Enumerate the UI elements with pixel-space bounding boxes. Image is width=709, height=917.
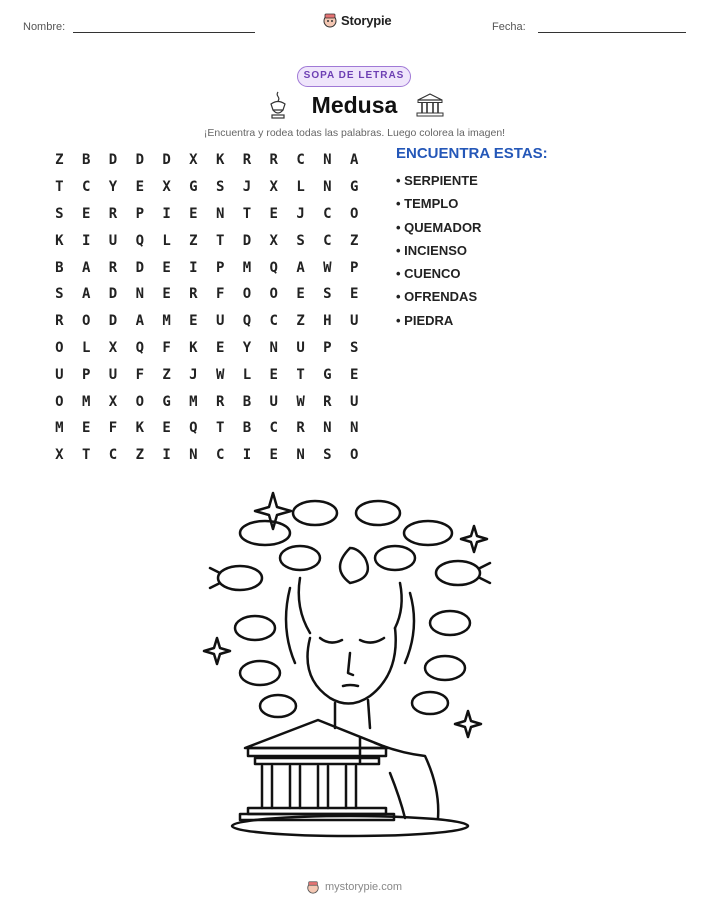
grid-row [46, 201, 368, 228]
grid-letter[interactable]: O [349, 205, 359, 222]
grid-letter[interactable]: C [323, 205, 332, 222]
grid-letter[interactable]: U [108, 366, 118, 383]
grid-letter[interactable]: G [349, 179, 359, 196]
grid-letter[interactable]: K [189, 339, 198, 356]
grid-letter[interactable]: X [269, 179, 278, 196]
letter-grid[interactable] [46, 147, 368, 469]
grid-letter[interactable]: G [162, 393, 171, 410]
grid-letter[interactable]: T [81, 447, 91, 464]
grid-letter[interactable]: K [135, 420, 144, 437]
grid-letter[interactable]: B [242, 420, 252, 437]
grid-letter[interactable]: T [215, 420, 225, 437]
grid-letter[interactable]: E [349, 286, 359, 303]
footer [306, 880, 402, 894]
grid-letter[interactable]: P [323, 339, 332, 356]
grid-letter[interactable]: N [215, 205, 225, 222]
grid-letter[interactable]: U [349, 313, 359, 330]
grid-letter[interactable]: X [189, 152, 198, 169]
grid-letter[interactable]: X [55, 447, 64, 464]
grid-letter[interactable]: X [162, 179, 171, 196]
grid-letter[interactable]: T [55, 179, 64, 196]
grid-letter[interactable]: S [323, 286, 332, 303]
grid-letter[interactable]: B [242, 393, 252, 410]
grid-letter[interactable]: S [349, 339, 359, 356]
grid-letter[interactable]: U [349, 393, 359, 410]
grid-letter[interactable]: L [296, 179, 305, 196]
grid-letter[interactable]: C [269, 313, 278, 330]
grid-letter[interactable]: R [269, 152, 278, 169]
sparkle-icon [255, 493, 291, 529]
grid-letter[interactable]: D [108, 152, 118, 169]
grid-letter[interactable]: S [55, 286, 64, 303]
grid-letter[interactable]: F [108, 420, 118, 437]
grid-letter[interactable]: W [323, 259, 332, 276]
grid-letter[interactable]: S [55, 205, 64, 222]
grid-letter[interactable]: Q [135, 232, 144, 249]
grid-letter[interactable]: O [81, 313, 91, 330]
grid-letter[interactable]: G [189, 179, 198, 196]
grid-letter[interactable]: A [296, 259, 305, 276]
grid-letter[interactable]: I [81, 232, 91, 249]
grid-letter[interactable]: C [108, 447, 118, 464]
grid-letter[interactable]: W [215, 366, 225, 383]
grid-letter[interactable]: Z [135, 447, 144, 464]
grid-row [46, 442, 368, 469]
grid-letter[interactable]: S [296, 232, 305, 249]
word-item: • PIEDRA [396, 312, 481, 335]
grid-letter[interactable]: Q [269, 259, 278, 276]
grid-row [46, 308, 368, 335]
grid-letter[interactable]: T [242, 205, 252, 222]
medusa-illustration[interactable] [200, 488, 500, 843]
grid-row [46, 227, 368, 254]
grid-letter[interactable]: I [189, 259, 198, 276]
grid-letter[interactable]: R [323, 393, 332, 410]
grid-letter[interactable]: I [162, 447, 171, 464]
grid-letter[interactable]: R [108, 205, 118, 222]
word-item: • INCIENSO [396, 242, 481, 265]
grid-letter[interactable]: A [349, 152, 359, 169]
name-label: Nombre: [23, 21, 66, 33]
grid-letter[interactable]: S [323, 447, 332, 464]
grid-letter[interactable]: Q [135, 339, 144, 356]
grid-letter[interactable]: E [162, 420, 171, 437]
grid-letter[interactable]: J [242, 179, 252, 196]
grid-letter[interactable]: D [162, 152, 171, 169]
temple-icon [416, 92, 444, 118]
grid-letter[interactable]: B [81, 152, 91, 169]
grid-letter[interactable]: A [81, 286, 91, 303]
grid-letter[interactable]: D [135, 259, 144, 276]
grid-letter[interactable]: O [349, 447, 359, 464]
grid-row [46, 335, 368, 362]
grid-row [46, 415, 368, 442]
grid-letter[interactable]: P [135, 205, 144, 222]
sparkle-icon [204, 638, 230, 664]
grid-letter[interactable]: E [349, 366, 359, 383]
grid-letter[interactable]: D [108, 313, 118, 330]
grid-letter[interactable]: T [215, 232, 225, 249]
grid-letter[interactable]: G [323, 366, 332, 383]
grid-letter[interactable]: C [296, 152, 305, 169]
grid-letter[interactable]: C [323, 232, 332, 249]
grid-letter[interactable]: N [323, 179, 332, 196]
grid-letter[interactable]: P [349, 259, 359, 276]
grid-letter[interactable]: Z [162, 366, 171, 383]
grid-letter[interactable]: A [81, 259, 91, 276]
grid-letter[interactable]: Y [108, 179, 118, 196]
grid-letter[interactable]: L [81, 339, 91, 356]
grid-letter[interactable]: L [242, 366, 252, 383]
grid-letter[interactable]: T [296, 366, 305, 383]
mascot-icon [322, 12, 338, 28]
grid-letter[interactable]: X [108, 393, 118, 410]
grid-letter[interactable]: E [296, 286, 305, 303]
grid-letter[interactable]: E [81, 420, 91, 437]
grid-letter[interactable]: E [162, 259, 171, 276]
grid-letter[interactable]: P [215, 259, 225, 276]
activity-badge: SOPA DE LETRAS [297, 66, 411, 87]
grid-letter[interactable]: O [269, 286, 278, 303]
word-item: • SERPIENTE [396, 172, 481, 195]
page-title: Medusa [311, 92, 398, 118]
grid-letter[interactable]: D [242, 232, 252, 249]
grid-letter[interactable]: N [189, 447, 198, 464]
grid-letter[interactable]: N [323, 420, 332, 437]
grid-letter[interactable]: M [189, 393, 198, 410]
grid-letter[interactable]: Z [349, 232, 359, 249]
grid-letter[interactable]: E [189, 205, 198, 222]
grid-letter[interactable]: E [81, 205, 91, 222]
grid-letter[interactable]: E [215, 339, 225, 356]
grid-letter[interactable]: N [135, 286, 144, 303]
grid-letter[interactable]: I [242, 447, 252, 464]
grid-letter[interactable]: X [269, 232, 278, 249]
grid-letter[interactable]: O [55, 339, 64, 356]
grid-letter[interactable]: P [81, 366, 91, 383]
grid-letter[interactable]: R [108, 259, 118, 276]
grid-letter[interactable]: O [55, 393, 64, 410]
grid-row [46, 388, 368, 415]
grid-letter[interactable]: L [162, 232, 171, 249]
grid-letter[interactable]: U [215, 313, 225, 330]
word-item: • TEMPLO [396, 195, 481, 218]
grid-letter[interactable]: D [108, 286, 118, 303]
grid-letter[interactable]: M [55, 420, 64, 437]
grid-row [46, 361, 368, 388]
grid-letter[interactable]: E [269, 447, 278, 464]
grid-letter[interactable]: M [242, 259, 252, 276]
grid-letter[interactable]: N [296, 447, 305, 464]
grid-letter[interactable]: E [269, 366, 278, 383]
grid-letter[interactable]: F [162, 339, 171, 356]
grid-letter[interactable]: E [162, 286, 171, 303]
brand-name: Storypie [341, 12, 392, 28]
grid-row [46, 254, 368, 281]
grid-letter[interactable]: K [215, 152, 225, 169]
grid-letter[interactable]: M [81, 393, 91, 410]
grid-letter[interactable]: C [215, 447, 225, 464]
word-item: • OFRENDAS [396, 288, 481, 311]
grid-letter[interactable]: B [55, 259, 64, 276]
grid-letter[interactable]: S [215, 179, 225, 196]
grid-row [46, 174, 368, 201]
grid-letter[interactable]: N [323, 152, 332, 169]
grid-letter[interactable]: E [135, 179, 144, 196]
mascot-icon [306, 880, 320, 894]
grid-letter[interactable]: U [108, 232, 118, 249]
grid-letter[interactable]: C [81, 179, 91, 196]
word-list [396, 172, 481, 335]
footer-url[interactable]: mystorypie.com [325, 881, 403, 893]
name-line[interactable] [73, 32, 255, 33]
sparkle-icon [461, 526, 487, 552]
word-item: • QUEMADOR [396, 219, 481, 242]
word-item: • CUENCO [396, 265, 481, 288]
brand-logo [322, 12, 391, 28]
grid-letter[interactable]: Z [55, 152, 64, 169]
grid-letter[interactable]: U [296, 339, 305, 356]
grid-letter[interactable]: Y [242, 339, 252, 356]
grid-letter[interactable]: O [242, 286, 252, 303]
grid-row [46, 281, 368, 308]
grid-letter[interactable]: R [242, 152, 252, 169]
grid-letter[interactable]: X [108, 339, 118, 356]
grid-letter[interactable]: D [135, 152, 144, 169]
grid-letter[interactable]: N [269, 339, 278, 356]
grid-letter[interactable]: F [135, 366, 144, 383]
date-line[interactable] [538, 32, 686, 33]
grid-row [46, 147, 368, 174]
grid-letter[interactable]: Z [296, 313, 305, 330]
grid-letter[interactable]: I [162, 205, 171, 222]
grid-letter[interactable]: H [323, 313, 332, 330]
grid-letter[interactable]: E [269, 205, 278, 222]
grid-letter[interactable]: C [269, 420, 278, 437]
instructions: ¡Encuentra y rodea todas las palabras. Luego colorea la imagen! [203, 127, 506, 139]
grid-letter[interactable]: R [189, 286, 198, 303]
grid-letter[interactable]: A [135, 313, 144, 330]
grid-letter[interactable]: M [162, 313, 171, 330]
grid-letter[interactable]: R [55, 313, 64, 330]
grid-letter[interactable]: K [55, 232, 64, 249]
grid-letter[interactable]: F [215, 286, 225, 303]
grid-letter[interactable]: U [269, 393, 278, 410]
sparkle-icon [455, 711, 481, 737]
date-label: Fecha: [492, 21, 526, 33]
grid-letter[interactable]: J [296, 205, 305, 222]
grid-letter[interactable]: Q [242, 313, 252, 330]
grid-letter[interactable]: N [349, 420, 359, 437]
grid-letter[interactable]: Q [189, 420, 198, 437]
grid-letter[interactable]: Z [189, 232, 198, 249]
grid-letter[interactable]: E [189, 313, 198, 330]
grid-letter[interactable]: R [215, 393, 225, 410]
grid-letter[interactable]: U [55, 366, 64, 383]
grid-letter[interactable]: W [296, 393, 305, 410]
words-title: ENCUENTRA ESTAS: [396, 145, 548, 162]
grid-letter[interactable]: O [135, 393, 144, 410]
grid-letter[interactable]: R [296, 420, 305, 437]
grid-letter[interactable]: J [189, 366, 198, 383]
